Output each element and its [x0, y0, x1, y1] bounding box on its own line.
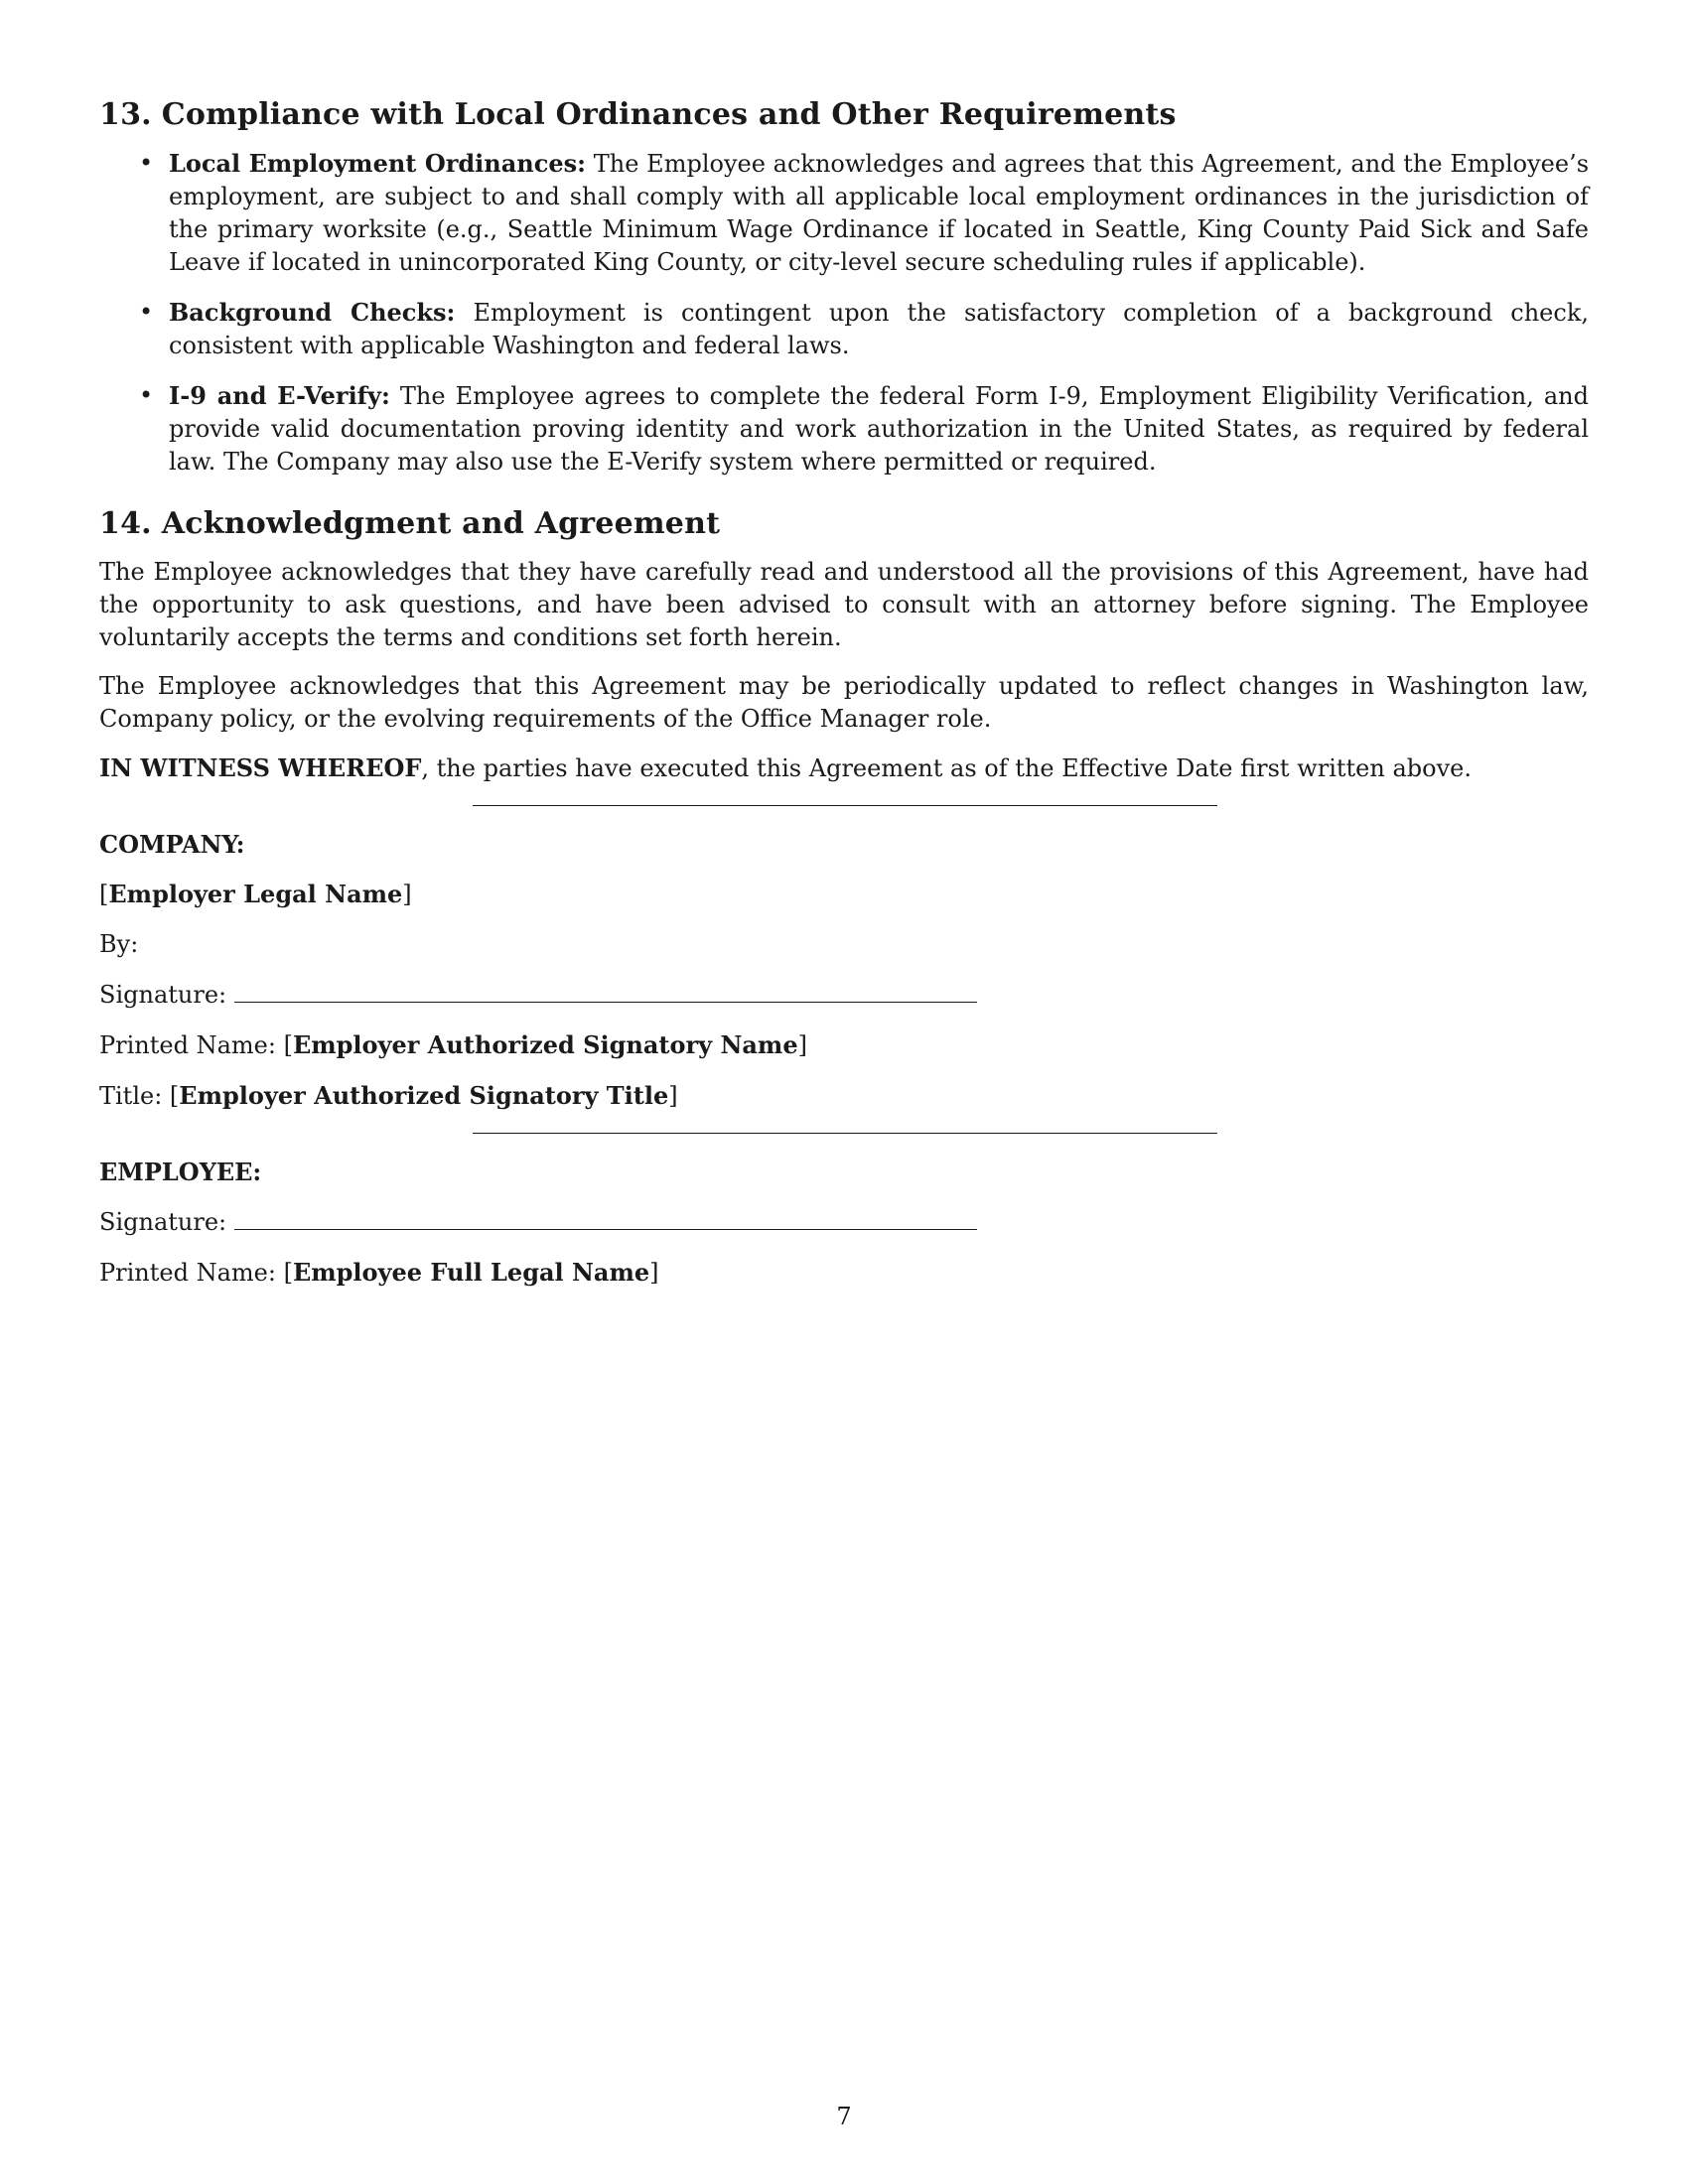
list-item-text: Employment is contingent upon the satisfactory completion of a background check, consistent with applicable Washington and federal laws. — [169, 299, 1589, 359]
bracket-open: [ — [283, 1031, 293, 1059]
section-13-list — [99, 147, 1589, 478]
section-14 — [99, 504, 1589, 785]
company-signature-row — [99, 978, 1589, 1012]
employee-signature-row — [99, 1205, 1589, 1239]
bracket-close: ] — [402, 881, 412, 908]
acknowledgment-paragraph: The Employee acknowledges that they have carefully read and understood all the provisions of this Agreement, have had the opportunity to ask questions, and have been advised to consult with an attorney before signing. The Employee voluntarily accepts the terms and conditions set forth herein. — [99, 558, 1589, 651]
company-legal-name — [99, 878, 1589, 911]
list-item-text: The Employee agrees to complete the federal Form I-9, Employment Eligibility Verification, and provide valid documentation proving identity and work authorization in the United States, as required by federal law. The Company may also use the E-Verify system where permitted or required. — [169, 382, 1589, 476]
list-item-label: Background Checks: — [169, 298, 456, 327]
company-label: COMPANY: — [99, 830, 245, 859]
bracket-open: [ — [169, 1082, 180, 1110]
update-paragraph: The Employee acknowledges that this Agreement may be periodically updated to reflect changes in Washington law, Company policy, or the evolving requirements of the Office Manager role. — [99, 672, 1589, 733]
employee-printed-name-label: Printed Name: — [99, 1259, 284, 1287]
employee-signature-label: Signature: — [99, 1208, 227, 1236]
section-14-title: Acknowledgment and Agreement — [161, 506, 721, 541]
employee-label: EMPLOYEE: — [99, 1158, 262, 1186]
section-13-number: 13. — [99, 97, 152, 132]
witness-text: , the parties have executed this Agreement as of the Effective Date first written above. — [421, 754, 1472, 782]
company-divider — [473, 805, 1217, 806]
list-item-background-checks — [169, 296, 1589, 362]
page-number: 7 — [836, 2103, 852, 2130]
list-item-text: The Employee acknowledges and agrees that this Agreement, and the Employee’s employment, are subject to and shall comply with all applicable local employment ordinances in the jurisdiction of the primary worksite (e.g., Seattle Minimum Wage Ordinance if located in Seattle, King County Paid Sick and Safe Leave if located in unincorporated King County, or city-level secure scheduling rules if applicable). — [169, 150, 1590, 276]
employee-divider — [473, 1133, 1217, 1134]
employee-signature-line[interactable] — [234, 1205, 977, 1230]
section-14-number: 14. — [99, 506, 152, 541]
company-title-label: Title: — [99, 1082, 170, 1110]
company-printed-name-value: Employer Authorized Signatory Name — [292, 1030, 798, 1059]
company-legal-name-value: Employer Legal Name — [108, 880, 403, 908]
employee-signature-block — [99, 1156, 1589, 1290]
witness-paragraph — [99, 751, 1589, 785]
company-printed-name-row — [99, 1028, 1589, 1062]
document-page — [99, 95, 1589, 1290]
company-title-row — [99, 1079, 1589, 1113]
bracket-close: ] — [649, 1259, 659, 1287]
bracket-open: [ — [283, 1259, 293, 1287]
list-item-i9-everify — [169, 379, 1589, 478]
section-14-heading — [99, 504, 1589, 544]
employee-printed-name-value: Employee Full Legal Name — [292, 1258, 650, 1287]
company-by: By: — [99, 930, 139, 958]
section-13 — [99, 95, 1589, 478]
list-item-label: I-9 and E-Verify: — [169, 381, 390, 410]
witness-lead: IN WITNESS WHEREOF — [99, 753, 422, 782]
employee-printed-name-row — [99, 1256, 1589, 1290]
company-signature-line[interactable] — [234, 978, 977, 1003]
company-title-value: Employer Authorized Signatory Title — [179, 1081, 669, 1110]
list-item-local-ordinances — [169, 147, 1589, 279]
company-signature-label: Signature: — [99, 981, 227, 1009]
bracket-close: ] — [797, 1031, 807, 1059]
company-signature-block — [99, 828, 1589, 1113]
bracket-close: ] — [668, 1082, 678, 1110]
list-item-label: Local Employment Ordinances: — [169, 149, 587, 178]
section-13-title: Compliance with Local Ordinances and Other Requirements — [161, 97, 1177, 132]
bracket-open: [ — [99, 881, 109, 908]
section-13-heading — [99, 95, 1589, 135]
company-printed-name-label: Printed Name: — [99, 1031, 284, 1059]
